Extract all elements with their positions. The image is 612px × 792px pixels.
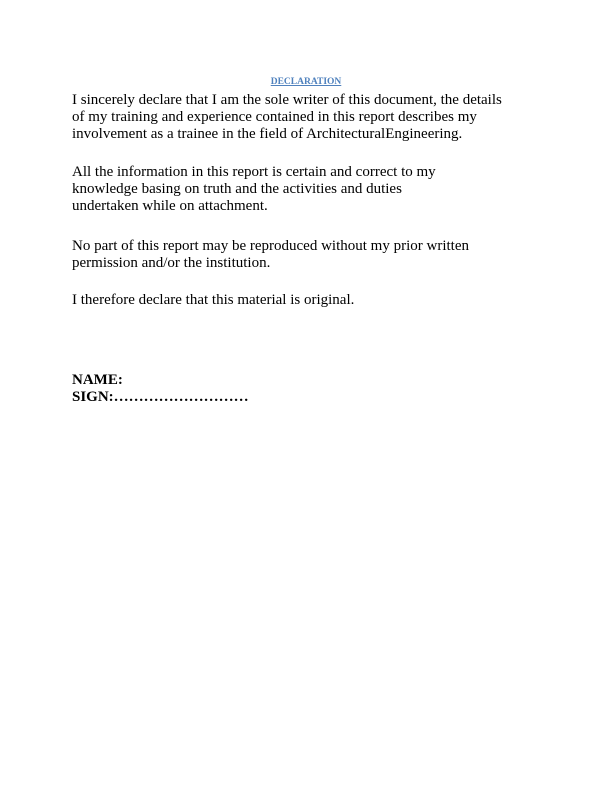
paragraph-2-line-1: All the information in this report is certain and correct to my: [72, 164, 436, 180]
paragraph-4-line-1: I therefore declare that this material is original.: [72, 292, 355, 308]
sign-label: SIGN:………………………: [72, 389, 249, 405]
paragraph-2-line-3: undertaken while on attachment.: [72, 198, 268, 214]
name-label: NAME:: [72, 372, 123, 388]
paragraph-3-line-2: permission and/or the institution.: [72, 255, 271, 271]
paragraph-3-line-1: No part of this report may be reproduced without my prior written: [72, 238, 469, 254]
paragraph-1-line-1: I sincerely declare that I am the sole writer of this document, the details: [72, 92, 502, 108]
paragraph-2-line-2: knowledge basing on truth and the activities and duties: [72, 181, 402, 197]
page-title: DECLARATION: [270, 77, 342, 87]
paragraph-1-line-3: involvement as a trainee in the field of ArchitecturalEngineering.: [72, 126, 463, 142]
paragraph-1-line-2: of my training and experience contained in this report describes my: [72, 109, 477, 125]
